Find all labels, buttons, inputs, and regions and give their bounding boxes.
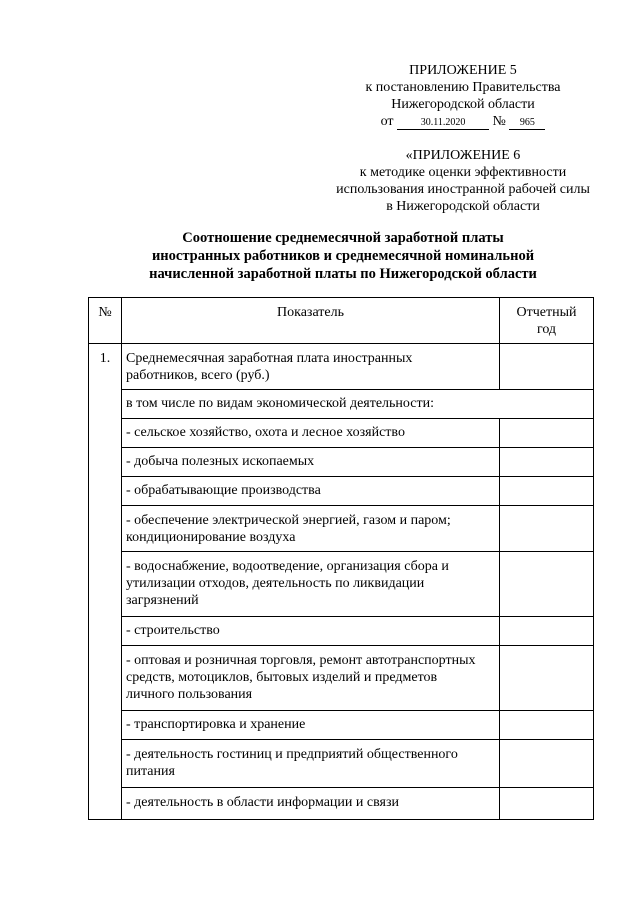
document-title	[60, 229, 626, 283]
industry-label	[122, 506, 500, 552]
year-value-cell	[500, 506, 594, 552]
appendix-5-line-2: Нижегородской области	[391, 97, 535, 112]
table-row	[89, 788, 594, 820]
industry-label: - сельское хозяйство, охота и лесное хозяйство	[122, 419, 500, 448]
total-indicator-label	[122, 344, 500, 390]
year-value-cell	[500, 740, 594, 788]
table-row	[89, 617, 594, 646]
header-year-line-1: Отчетный	[516, 305, 577, 320]
appendix-5-title: ПРИЛОЖЕНИЕ 5	[409, 63, 517, 78]
total-indicator-line-1: Среднемесячная заработная плата иностранных	[126, 351, 413, 366]
industry-label-line: - водоснабжение, водоотведение, организация сбора и	[126, 559, 449, 574]
table-row	[89, 711, 594, 740]
date-prefix: от	[380, 114, 394, 129]
table-row	[89, 477, 594, 506]
year-value-cell	[500, 788, 594, 820]
industry-label-line: кондиционирование воздуха	[126, 530, 296, 545]
industry-label-line: утилизации отходов, деятельность по ликвидации	[126, 576, 425, 591]
industry-label-line: - оптовая и розничная торговля, ремонт автотранспортных	[126, 653, 476, 668]
resolution-date: 30.11.2020	[397, 117, 489, 130]
table-row	[89, 506, 594, 552]
industry-label-line: загрязнений	[126, 593, 199, 608]
table-row	[89, 552, 594, 617]
industry-label: - деятельность в области информации и связи	[122, 788, 500, 820]
industry-label: - транспортировка и хранение	[122, 711, 500, 740]
appendix-5-header	[300, 62, 626, 130]
table-row	[89, 448, 594, 477]
appendix-6-line-2: использования иностранной рабочей силы	[336, 182, 590, 197]
table-row	[89, 419, 594, 448]
appendix-5-date-line	[300, 113, 626, 130]
document-title-line-3: начисленной заработной платы по Нижегородской области	[149, 266, 537, 282]
table-row	[89, 740, 594, 788]
resolution-number: 965	[509, 117, 545, 130]
table-row	[89, 646, 594, 711]
industry-label-line: средств, мотоциклов, бытовых изделий и предметов	[126, 670, 438, 685]
industry-label: - обрабатывающие производства	[122, 477, 500, 506]
appendix-6-line-3: в Нижегородской области	[386, 199, 540, 214]
document-title-line-1: Соотношение среднемесячной заработной платы	[182, 230, 504, 246]
industry-label-line: личного пользования	[126, 687, 253, 702]
year-value-cell	[500, 477, 594, 506]
total-indicator-line-2: работников, всего (руб.)	[126, 368, 270, 383]
table-row-total	[89, 344, 594, 390]
year-value-cell	[500, 419, 594, 448]
appendix-5-line-1: к постановлению Правительства	[365, 80, 561, 95]
salary-ratio-table	[88, 297, 594, 820]
industry-label	[122, 552, 500, 617]
industry-label	[122, 740, 500, 788]
year-value-cell	[500, 646, 594, 711]
appendix-6-title: «ПРИЛОЖЕНИЕ 6	[405, 148, 521, 163]
year-value-cell	[500, 552, 594, 617]
appendix-6-header	[300, 147, 626, 215]
header-year-line-2: год	[536, 322, 557, 337]
table-row-subheader	[89, 390, 594, 419]
document-title-line-2: иностранных работников и среднемесячной номинальной	[151, 248, 535, 264]
number-sign: №	[492, 114, 506, 129]
industry-label-line: питания	[126, 764, 175, 779]
industry-label-line: - деятельность гостиниц и предприятий общественного	[126, 747, 458, 762]
appendix-6-line-1: к методике оценки эффективности	[359, 165, 567, 180]
year-value-cell	[500, 448, 594, 477]
header-reporting-year	[500, 298, 594, 344]
header-number: №	[89, 298, 122, 344]
year-value-cell	[500, 711, 594, 740]
industry-label: - строительство	[122, 617, 500, 646]
year-value-cell	[500, 344, 594, 390]
industry-label: - добыча полезных ископаемых	[122, 448, 500, 477]
year-value-cell	[500, 617, 594, 646]
industry-label	[122, 646, 500, 711]
row-number: 1.	[89, 344, 122, 820]
table-header-row	[89, 298, 594, 344]
subheader-label: в том числе по видам экономической деятельности:	[122, 390, 594, 419]
industry-label-line: - обеспечение электрической энергией, газом и паром;	[126, 513, 451, 528]
header-indicator: Показатель	[122, 298, 500, 344]
